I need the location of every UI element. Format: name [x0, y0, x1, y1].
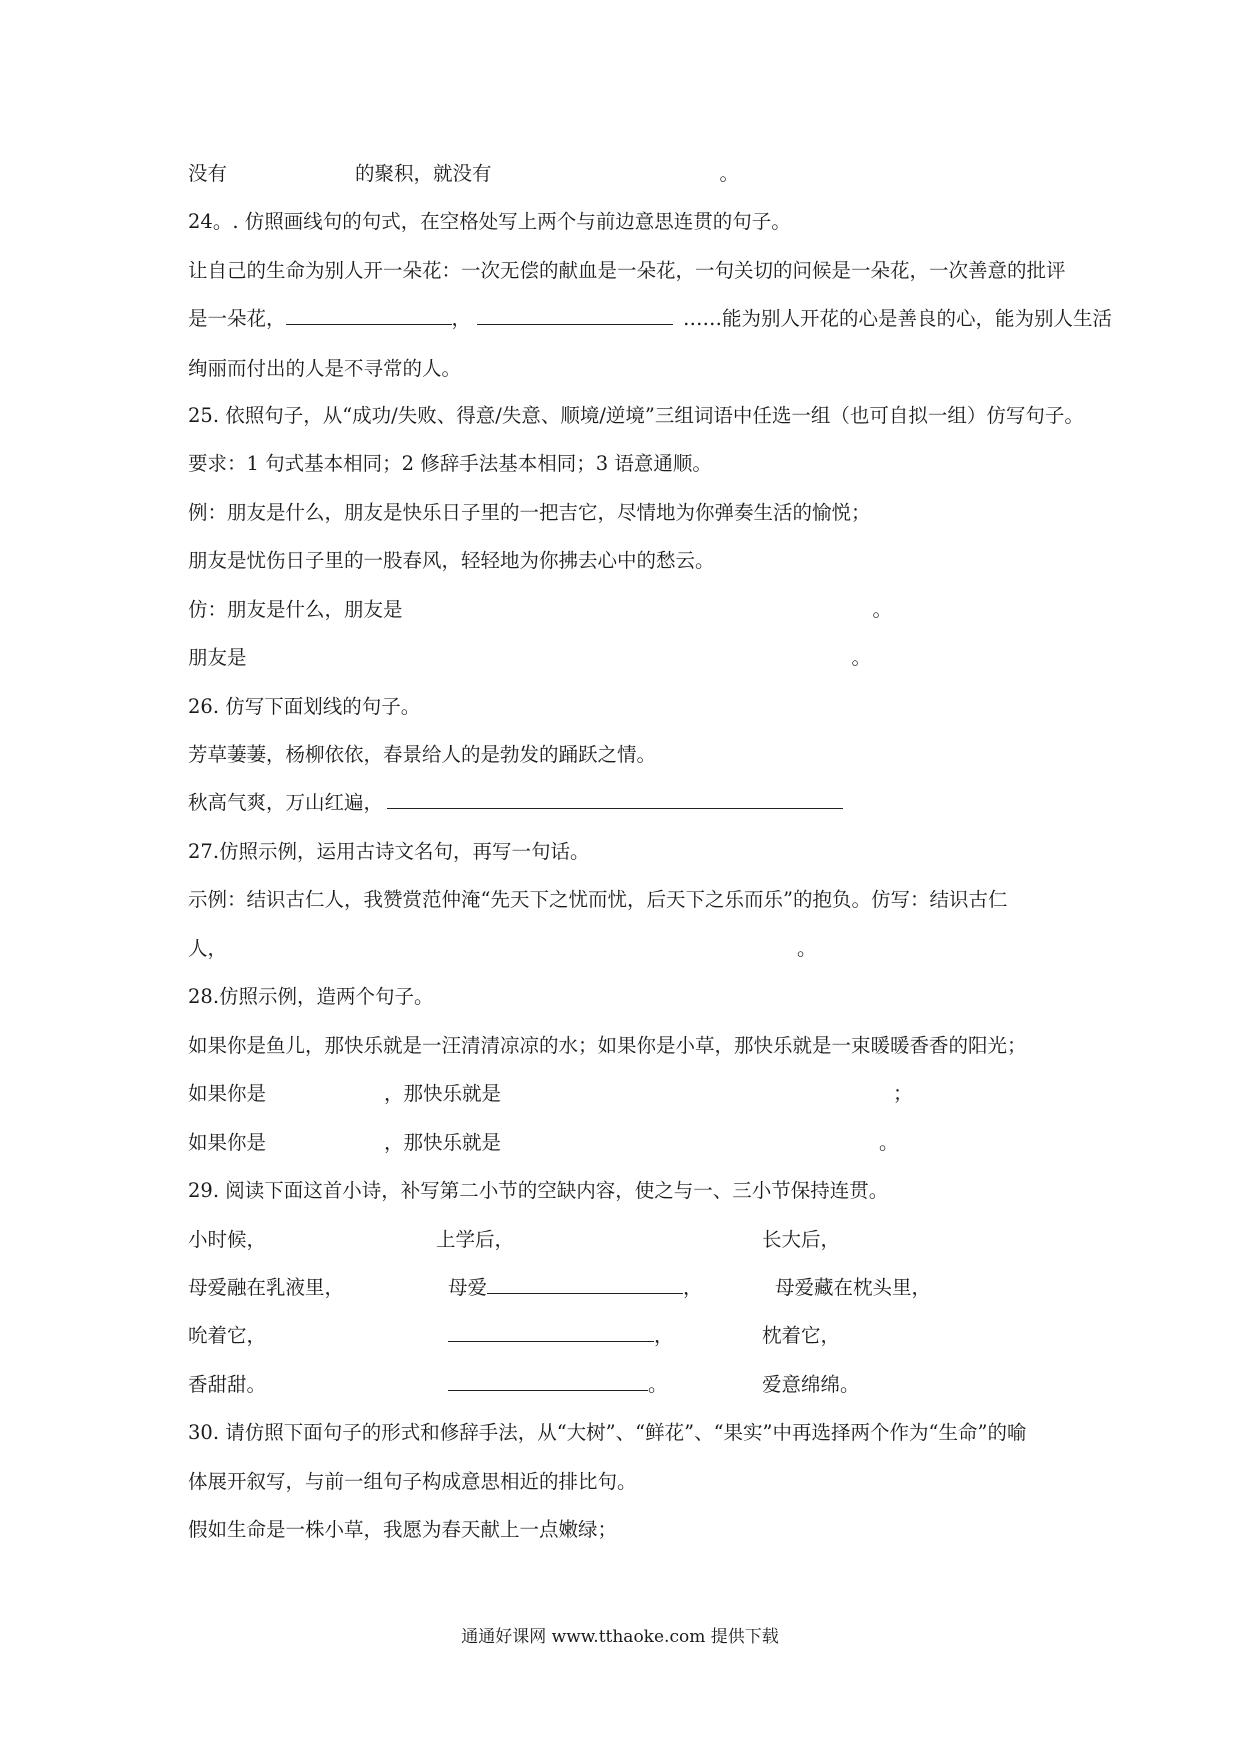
- text: 是一朵花，: [188, 307, 286, 330]
- text: 。: [851, 646, 872, 669]
- q27-example: 示例：结识古仁人，我赞赏范仲淹“先天下之忧而忧，后天下之乐而乐”的抱负。仿写：结识古仁: [188, 888, 1008, 911]
- text: ，: [683, 1276, 703, 1299]
- answer-blank[interactable]: [477, 306, 673, 325]
- q28-fill-1: [188, 1081, 913, 1107]
- answer-blank[interactable]: [286, 306, 452, 325]
- q25-requirements: 要求：1 句式基本相同；2 修辞手法基本相同；3 语意通顺。: [188, 452, 712, 475]
- question-27: 27.仿照示例，运用古诗文名句，再写一句话。: [188, 840, 590, 863]
- text: ；: [893, 1082, 913, 1105]
- question-26: 26. 仿写下面划线的句子。: [188, 695, 421, 718]
- poem-col2-row4: [448, 1372, 668, 1398]
- question-24: 24。. 仿照画线句的句式，在空格处写上两个与前边意思连贯的句子。: [188, 210, 791, 233]
- text: 如果你是: [188, 1131, 267, 1154]
- q24-passage-line-3: 绚丽而付出的人是不寻常的人。: [188, 357, 462, 380]
- poem-col3-row4: 爱意绵绵。: [762, 1373, 860, 1396]
- q25-example-2: 朋友是忧伤日子里的一股春风，轻轻地为你拂去心中的愁云。: [188, 549, 715, 572]
- text: ，: [451, 307, 472, 330]
- text: 秋高气爽，万山红遍，: [188, 791, 384, 814]
- poem-col1-row1: 小时候，: [188, 1228, 267, 1251]
- poem-col1-row4: 香甜甜。: [188, 1373, 267, 1396]
- q28-fill-2: [188, 1130, 899, 1156]
- question-28: 28.仿照示例，造两个句子。: [188, 985, 434, 1008]
- text: 没有: [188, 162, 228, 185]
- text: 。: [648, 1373, 668, 1396]
- answer-blank[interactable]: [487, 1275, 683, 1294]
- poem-col1-row3: 吮着它，: [188, 1324, 267, 1347]
- fill-line-1: [188, 161, 739, 187]
- answer-blank[interactable]: [448, 1323, 654, 1342]
- poem-col3-row2: 母爱藏在枕头里，: [775, 1276, 932, 1299]
- text: 。: [879, 1131, 899, 1154]
- q24-passage-line-2: [188, 306, 1112, 332]
- q26-passage-2: [188, 790, 843, 816]
- text: 母爱: [448, 1276, 488, 1299]
- poem-col2-row2: [448, 1275, 703, 1301]
- answer-blank[interactable]: [387, 790, 843, 809]
- poem-col2-row1: 上学后，: [436, 1228, 515, 1251]
- text: 。: [719, 162, 740, 185]
- q28-example: 如果你是鱼儿，那快乐就是一汪清清凉凉的水；如果你是小草，那快乐就是一束暖暖香香的阳光；: [188, 1034, 1027, 1057]
- q25-fill-2: [188, 645, 871, 671]
- text: 。: [872, 598, 893, 621]
- poem-col2-row3: [448, 1323, 674, 1349]
- q26-passage-1: 芳草萋萋，杨柳依依，春景给人的是勃发的踊跃之情。: [188, 743, 657, 766]
- text: 的聚积，就没有: [355, 162, 492, 185]
- text: 仿：朋友是什么，朋友是: [188, 598, 403, 621]
- text: 朋友是: [188, 646, 247, 669]
- text: ，那快乐就是: [384, 1131, 502, 1154]
- question-25: 25. 依照句子，从“成功/失败、得意/失意、顺境/逆境”三组词语中任选一组（也可自拟一组）仿写句子。: [188, 404, 1084, 427]
- q25-fill-1: [188, 597, 892, 623]
- poem-col3-row1: 长大后，: [762, 1228, 841, 1251]
- text: ，那快乐就是: [384, 1082, 502, 1105]
- text: 人，: [188, 937, 228, 960]
- q27-fill: [188, 936, 817, 962]
- poem-col3-row3: 枕着它，: [762, 1324, 841, 1347]
- q24-passage-line-1: 让自己的生命为别人开一朵花：一次无偿的献血是一朵花，一句关切的问候是一朵花，一次善意的批评: [188, 259, 1066, 282]
- text: 。: [797, 937, 817, 960]
- text: 如果你是: [188, 1082, 267, 1105]
- q25-example-1: 例：朋友是什么，朋友是快乐日子里的一把吉它，尽情地为你弹奏生活的愉悦；: [188, 501, 871, 524]
- text: ……能为别人开花的心是善良的心，能为别人生活: [683, 307, 1113, 330]
- text: ，: [654, 1324, 674, 1347]
- question-30-line-1: 30. 请仿照下面句子的形式和修辞手法，从“大树”、“鲜花”、“果实”中再选择两个作为“生命”的喻: [188, 1421, 1027, 1444]
- page-footer: 通通好课网 www.tthaoke.com 提供下载: [461, 1627, 779, 1647]
- question-29: 29. 阅读下面这首小诗，补写第二小节的空缺内容，使之与一、三小节保持连贯。: [188, 1179, 889, 1202]
- question-30-example: 假如生命是一株小草，我愿为春天献上一点嫩绿；: [188, 1518, 618, 1541]
- question-30-line-2: 体展开叙写，与前一组句子构成意思相近的排比句。: [188, 1470, 637, 1493]
- poem-col1-row2: 母爱融在乳液里，: [188, 1276, 345, 1299]
- answer-blank[interactable]: [448, 1372, 648, 1391]
